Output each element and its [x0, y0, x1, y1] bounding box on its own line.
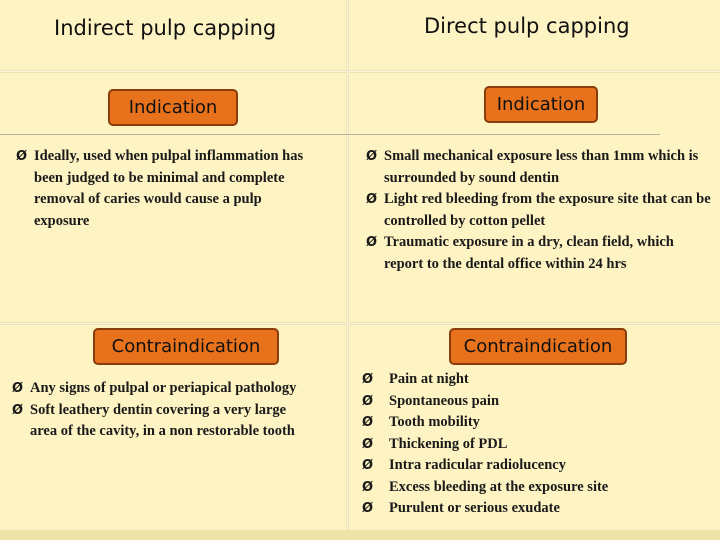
- arrow-bullet-icon: Ø: [362, 479, 374, 495]
- left-contraindication-label: Contraindication: [93, 328, 279, 365]
- list-item: Ø Excess bleeding at the exposure site: [362, 477, 702, 499]
- indication-rule: [0, 134, 660, 135]
- arrow-bullet-icon: Ø: [12, 381, 24, 396]
- top-divider-right: [349, 70, 720, 73]
- arrow-bullet-icon: Ø: [366, 192, 378, 207]
- right-indication-list: [366, 146, 714, 275]
- left-indication-label: Indication: [108, 89, 238, 126]
- right-indication-label: Indication: [484, 86, 598, 123]
- arrow-bullet-icon: Ø: [12, 402, 24, 418]
- list-item: Ø Tooth mobility: [362, 412, 702, 434]
- list-item: Ø Thickening of PDL: [362, 434, 702, 456]
- arrow-bullet-icon: Ø: [362, 415, 374, 430]
- arrow-bullet-icon: Ø: [362, 501, 374, 516]
- arrow-bullet-icon: Ø: [362, 436, 374, 452]
- list-item: Ø Purulent or serious exudate: [362, 498, 702, 520]
- left-contraindication-list: [12, 378, 312, 443]
- arrow-bullet-icon: Ø: [362, 372, 374, 387]
- arrow-bullet-icon: Ø: [366, 235, 378, 250]
- list-item: Ø Intra radicular radiolucency: [362, 455, 702, 477]
- middle-divider-left: [0, 322, 346, 325]
- arrow-bullet-icon: Ø: [16, 149, 28, 164]
- list-item: Ø Spontaneous pain: [362, 391, 702, 413]
- right-contraindication-list: [362, 369, 702, 520]
- arrow-bullet-icon: Ø: [362, 393, 374, 409]
- left-column-title: Indirect pulp capping: [54, 16, 277, 40]
- list-item: Ø Small mechanical exposure less than 1mm which is surrounded by sound dentin: [366, 148, 699, 186]
- bottom-strip: [0, 530, 720, 540]
- right-contraindication-label: Contraindication: [449, 328, 627, 365]
- right-column-title: Direct pulp capping: [424, 14, 630, 38]
- list-item: Ø Pain at night: [362, 369, 702, 391]
- top-divider-left: [0, 70, 346, 73]
- left-indication-list: [16, 146, 316, 232]
- list-item: Ø Traumatic exposure in a dry, clean field, which report to the dental office within 24 hrs: [366, 234, 674, 272]
- arrow-bullet-icon: Ø: [362, 458, 374, 473]
- list-item: Ø Light red bleeding from the exposure site that can be controlled by cotton pellet: [366, 191, 711, 229]
- list-item: Ø Soft leathery dentin covering a very large area of the cavity, in a non restorable tooth: [12, 401, 295, 439]
- column-divider: [346, 0, 349, 540]
- middle-divider-right: [349, 322, 720, 325]
- list-item: Ø Any signs of pulpal or periapical pathology: [12, 378, 312, 400]
- arrow-bullet-icon: Ø: [366, 149, 378, 164]
- list-item: Ø Ideally, used when pulpal inflammation has been judged to be minimal and complete removal of caries would cause a pulp exposure: [16, 148, 304, 229]
